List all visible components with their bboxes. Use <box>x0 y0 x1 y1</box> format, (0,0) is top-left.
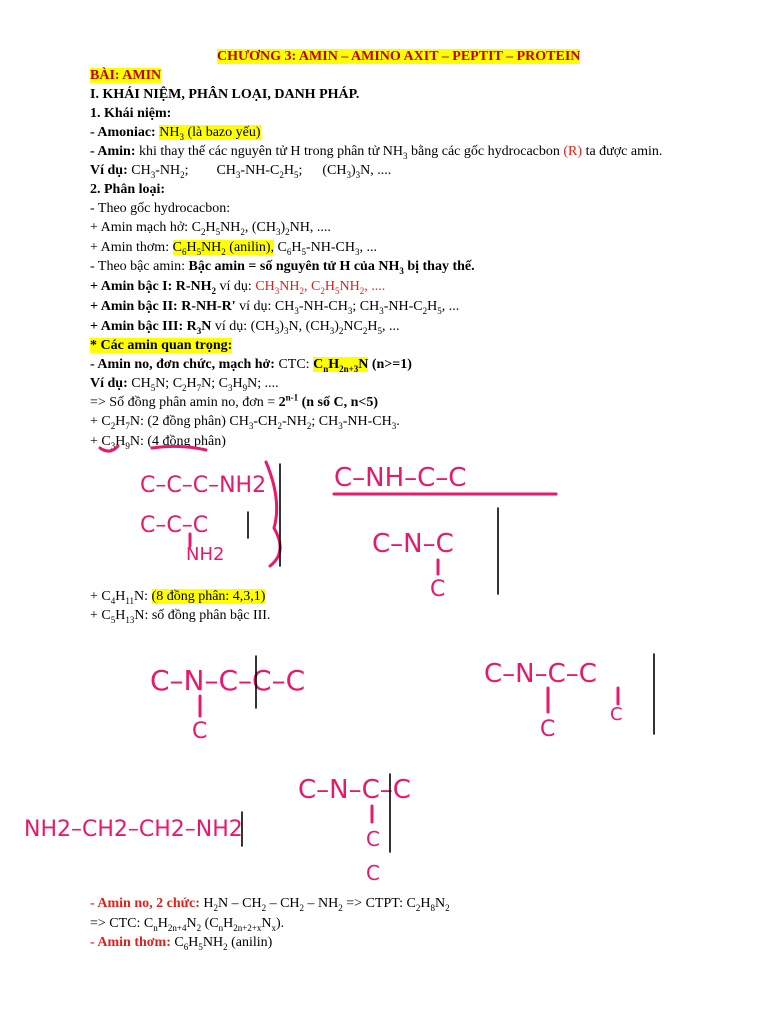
sub: 2 <box>261 902 267 913</box>
t: + C <box>90 589 111 604</box>
t: H <box>186 240 197 255</box>
brace-mark <box>266 462 280 566</box>
t: NH <box>220 220 241 235</box>
sub: n <box>323 363 329 374</box>
sub: 2 <box>306 420 312 431</box>
t: N; C <box>201 376 228 391</box>
sub: 2 <box>359 285 365 296</box>
sub: 4 <box>110 595 116 606</box>
subheading-concept: 1. Khái niệm: <box>90 106 172 121</box>
t: N, (CH <box>288 319 330 334</box>
t: H <box>223 916 234 931</box>
text: khi thay thế các nguyên tử H trong phân tử NH <box>135 144 404 159</box>
sub: 11 <box>125 595 135 606</box>
amine-label: - Amin: <box>90 144 136 159</box>
t: + C <box>90 434 111 449</box>
sub: 6 <box>183 941 189 952</box>
sub: 5 <box>437 305 442 316</box>
t: ví dụ: (CH <box>211 319 275 334</box>
sub: 9 <box>242 382 248 393</box>
t: . <box>396 414 400 429</box>
sub: 3 <box>354 246 360 257</box>
sub: 3 <box>346 169 351 180</box>
hw-structure-6-branch-2: C <box>610 704 623 725</box>
sub: x <box>271 922 276 933</box>
sub: 5 <box>334 285 340 296</box>
t: N <box>434 896 446 911</box>
sub: 2 <box>221 246 226 257</box>
sub: 5 <box>301 246 306 257</box>
t: N – CH <box>218 896 262 911</box>
sub: 3 <box>275 226 281 237</box>
sub: 2 <box>211 285 217 296</box>
sub: 2 <box>338 902 343 913</box>
example-label: Ví dụ: <box>90 376 128 391</box>
t: N; .... <box>247 376 279 391</box>
t: NH <box>202 935 224 950</box>
t: H <box>205 220 216 235</box>
sub: 2n+2+x <box>233 922 262 933</box>
sub: 5 <box>293 169 299 180</box>
t: (n số C, n<5) <box>298 395 379 410</box>
text: ta được amin. <box>582 144 663 159</box>
t: -NH <box>281 414 307 429</box>
hw-structure-3: C–NH–C–C <box>334 463 467 493</box>
t: => CTC: C <box>90 916 154 931</box>
aromatic-label: - Amin thơm: <box>90 935 171 950</box>
t: CH <box>216 163 236 178</box>
sub: 3 <box>379 305 384 316</box>
t: ; <box>298 163 303 178</box>
t: N: <box>134 589 152 604</box>
sub: 3 <box>150 169 156 180</box>
sub: 3 <box>196 325 202 336</box>
t: ) <box>350 163 356 178</box>
t: (anilin), <box>225 240 275 255</box>
t: Bậc amin = số nguyên tử H của NH <box>188 259 400 274</box>
sub: 6 <box>181 246 187 257</box>
t: , ... <box>359 240 377 255</box>
t: NH <box>201 240 222 255</box>
sub: 6 <box>286 246 292 257</box>
t: 2 <box>278 395 286 410</box>
class-by-radical: - Theo gốc hydrocacbon: <box>90 201 231 216</box>
subheading-classification: 2. Phân loại: <box>90 182 166 197</box>
sub: 3 <box>274 285 280 296</box>
sub: 3 <box>347 305 353 316</box>
sub: 7 <box>196 382 202 393</box>
t: H <box>232 376 243 391</box>
c4h11n-highlight: (8 đồng phân: 4,3,1) <box>151 589 266 604</box>
sub: 2 <box>362 325 368 336</box>
t: , (CH <box>244 220 276 235</box>
hw-structure-4: C–N–C <box>372 529 454 559</box>
hw-structure-5: C–N–C–C–C <box>150 664 306 697</box>
sup: n-1 <box>285 392 299 403</box>
t: H <box>115 608 126 623</box>
t: H <box>199 896 214 911</box>
sub: 3 <box>179 131 184 142</box>
t: + Amin bậc III: R <box>90 319 197 334</box>
t: - Theo bậc amin: <box>90 259 189 274</box>
diamine-label: - Amin no, 2 chức: <box>90 896 200 911</box>
t: H <box>420 896 431 911</box>
sub: 2 <box>299 285 305 296</box>
t: – NH <box>304 896 339 911</box>
section-heading: I. KHÁI NIỆM, PHÂN LOẠI, DANH PHÁP. <box>90 87 360 102</box>
sub: 8 <box>430 902 435 913</box>
sub: 3 <box>399 265 404 276</box>
sub: 2 <box>415 902 421 913</box>
sub: 2 <box>277 420 282 431</box>
underline-mark <box>100 446 118 451</box>
hw-structure-4-branch: C <box>430 577 446 602</box>
t: ) <box>279 319 284 334</box>
sub: 3 <box>110 440 116 451</box>
sub: 3 <box>338 420 343 431</box>
t: NH <box>279 279 300 294</box>
t: bị thay thế. <box>403 259 475 274</box>
chapter-title-text: CHƯƠNG 3: AMIN – AMINO AXIT – PEPTIT – PROTEIN <box>217 49 581 64</box>
hw-structure-2-branch: NH2 <box>186 544 225 565</box>
example-label: Ví dụ: <box>90 163 128 178</box>
t: N: (2 đồng phân) CH <box>129 414 249 429</box>
t: => CTPT: C <box>342 896 416 911</box>
sub: 2 <box>182 382 187 393</box>
t: + Amin mạch hở: C <box>90 220 201 235</box>
sub: 3 <box>283 325 289 336</box>
sub: 3 <box>228 382 233 393</box>
sub: 3 <box>391 420 397 431</box>
t: H <box>283 163 294 178</box>
sub: 2 <box>445 902 450 913</box>
sub: 2 <box>320 285 325 296</box>
t: C <box>313 357 324 372</box>
t: H <box>427 299 438 314</box>
hw-structure-6: C–N–C–C <box>484 659 597 689</box>
hw-structure-8: C–N–C–C <box>298 775 411 805</box>
t: -NH-C <box>383 299 423 314</box>
hw-structure-6-branch-1: C <box>540 717 556 742</box>
t: CH <box>255 279 275 294</box>
sub: 5 <box>150 382 156 393</box>
t: ) <box>280 220 286 235</box>
t: N <box>201 319 212 334</box>
sub: 5 <box>215 226 221 237</box>
underline-mark <box>152 446 206 450</box>
hw-structure-7: NH2–CH2–CH2–NH2 <box>24 817 243 842</box>
sub: 2 <box>299 902 305 913</box>
t: C <box>274 240 287 255</box>
ammonia-note: (là bazo yếu) <box>183 125 261 140</box>
t: NC <box>343 319 363 334</box>
t: ví dụ: <box>216 279 256 294</box>
t: , ... <box>441 299 460 314</box>
sub: 2 <box>285 226 290 237</box>
t: C <box>172 240 182 255</box>
t: , C <box>304 279 321 294</box>
sub: 2n+4 <box>167 922 187 933</box>
t: CTC: <box>274 357 314 372</box>
t: - Amin no, đơn chức, mạch hở: <box>90 357 275 372</box>
sub: 2 <box>213 902 219 913</box>
sub: 2 <box>240 226 245 237</box>
t: H <box>291 240 302 255</box>
sub: 3 <box>248 420 254 431</box>
t: ) <box>334 319 339 334</box>
sub: 3 <box>329 325 335 336</box>
t: C <box>170 935 184 950</box>
t: (anilin) <box>227 935 273 950</box>
sub: 2 <box>223 941 228 952</box>
t: H <box>115 434 126 449</box>
hw-structure-8-branch-2: C <box>366 861 380 885</box>
t: H <box>115 414 126 429</box>
sub: 3 <box>294 305 299 316</box>
t: CH <box>127 376 151 391</box>
t: H <box>324 279 335 294</box>
t: , ... <box>381 319 400 334</box>
t: -NH-C <box>240 163 280 178</box>
sub: 5 <box>110 614 116 625</box>
t: N; C <box>155 376 183 391</box>
t: N: số đồng phân bậc III. <box>134 608 271 623</box>
hw-structure-2: C–C–C <box>140 513 209 538</box>
t: H <box>157 916 168 931</box>
t: + C <box>90 608 111 623</box>
t: -NH-CH <box>305 240 355 255</box>
sub: 2 <box>110 420 116 431</box>
t: -NH <box>155 163 181 178</box>
t: N <box>358 357 369 372</box>
t: + Amin bậc I: R-NH <box>90 279 212 294</box>
t: -CH <box>253 414 278 429</box>
sub: 5 <box>196 246 202 257</box>
hw-structure-5-branch: C <box>192 719 208 744</box>
t: N <box>261 916 272 931</box>
sub: 2 <box>180 169 185 180</box>
t: ; CH <box>352 299 380 314</box>
ammonia-formula: NH <box>159 125 180 140</box>
sub: n <box>218 922 224 933</box>
t: CH <box>127 163 151 178</box>
t: N, .... <box>360 163 392 178</box>
t: ; <box>184 163 189 178</box>
sub: 5 <box>198 941 203 952</box>
t: (C <box>201 916 219 931</box>
t: N <box>186 916 197 931</box>
hw-structure-8-branch-1: C <box>366 827 380 851</box>
t: ; CH <box>311 414 339 429</box>
t: -NH-CH <box>342 414 392 429</box>
sub: 2 <box>196 922 202 933</box>
t: H <box>328 357 340 372</box>
text: bằng các gốc hydrocacbon <box>407 144 564 159</box>
t: H <box>115 589 126 604</box>
t: => Số đồng phân amin no, đơn = <box>90 395 279 410</box>
radical-r: (R) <box>563 144 583 159</box>
t: + C <box>90 414 111 429</box>
t: H <box>367 319 378 334</box>
sub: 2n+3 <box>339 363 359 374</box>
lesson-title-text: BÀI: AMIN <box>90 68 162 83</box>
t: (CH <box>322 163 347 178</box>
t: ). <box>275 916 285 931</box>
t: H <box>186 376 197 391</box>
sub: 9 <box>125 440 130 451</box>
sub: 13 <box>125 614 135 625</box>
t: N: (4 đồng phân) <box>129 434 226 449</box>
sub: 7 <box>125 420 130 431</box>
sub: 3 <box>403 150 408 161</box>
sub: 2 <box>422 305 428 316</box>
sub: 3 <box>235 169 241 180</box>
ammonia-label: - Amoniac: <box>90 125 156 140</box>
sub: 2 <box>338 325 344 336</box>
t: NH, .... <box>289 220 331 235</box>
sub: n <box>153 922 158 933</box>
t: H <box>188 935 199 950</box>
hw-structure-1: C–C–C–NH2 <box>140 473 267 498</box>
t: (n>=1) <box>368 357 412 372</box>
t: ví dụ: CH <box>235 299 295 314</box>
t: -NH-CH <box>298 299 348 314</box>
sub: 2 <box>200 226 206 237</box>
t: NH <box>339 279 360 294</box>
sub: 3 <box>355 169 361 180</box>
t: + Amin bậc II: R-NH-R' <box>90 299 236 314</box>
t: + Amin thơm: <box>90 240 173 255</box>
sub: 2 <box>279 169 284 180</box>
sub: 5 <box>377 325 382 336</box>
sub: 3 <box>274 325 280 336</box>
t: – CH <box>266 896 300 911</box>
important-text: * Các amin quan trọng: <box>90 338 233 353</box>
t: , .... <box>364 279 386 294</box>
